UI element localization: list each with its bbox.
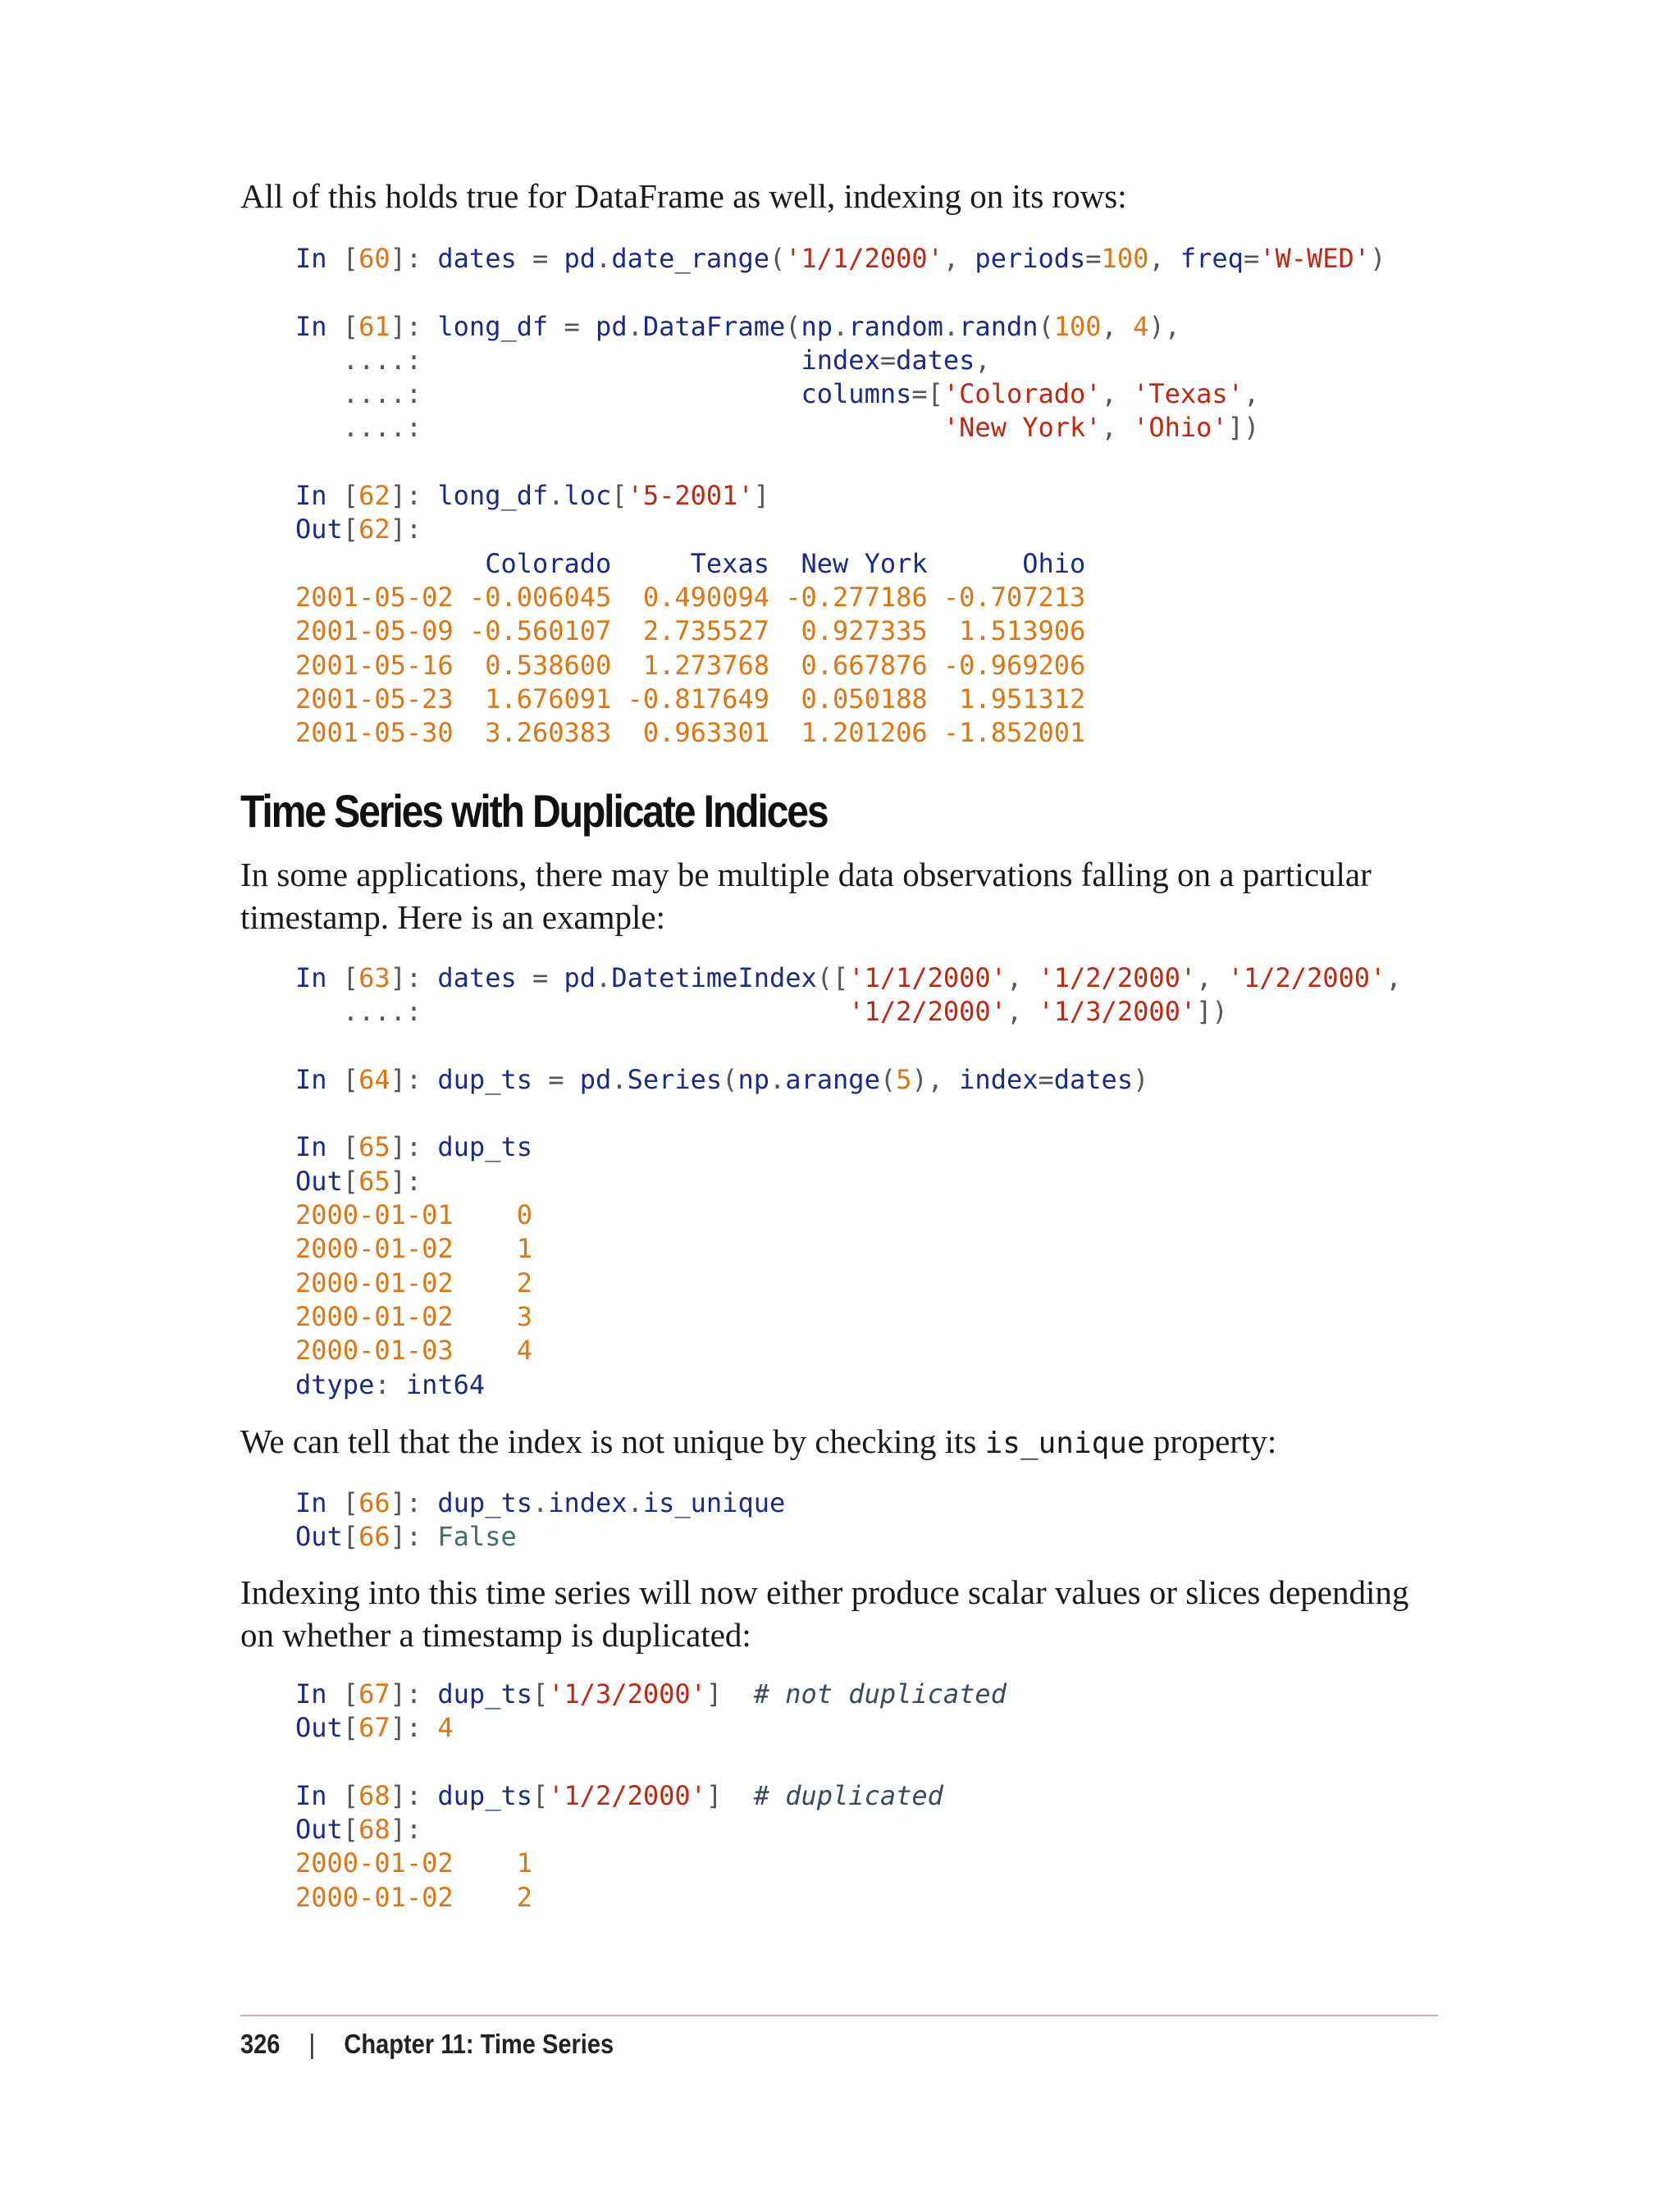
paragraph-is-unique-after: property:	[1153, 1422, 1277, 1460]
paragraph-dataframe-intro: All of this holds true for DataFrame as well, indexing on its rows:	[240, 177, 1127, 215]
footer-divider	[240, 2015, 1438, 2016]
code-block-is-unique: In [66]: dup_ts.index.is_unique Out[66]: False	[295, 1487, 786, 1553]
paragraph-indexing: Indexing into this time series will now either produce scalar values or slices depending on whether a timestamp is duplicated:	[240, 1573, 1409, 1654]
section-heading: Time Series with Duplicate Indices	[240, 785, 828, 837]
page-footer	[240, 2026, 614, 2062]
paragraph-is-unique-before: We can tell that the index is not unique by checking its	[240, 1422, 977, 1460]
page-number: 326	[240, 2029, 281, 2059]
paragraph-duplicate-intro: In some applications, there may be multiple data observations falling on a particular timestamp. Here is an example:	[240, 856, 1372, 936]
paragraph-is-unique	[240, 1420, 1438, 1465]
code-block-duplicate-series: In [63]: dates = pd.DatetimeIndex(['1/1/2000', '1/2/2000', '1/2/2000', ....: '1/2/2000', '1/3/2000']) In [64]: dup_ts = pd.Series(np.arange(5), index=dates) In [65]: dup_ts Out[65]: 2000-01-01 0 2000-01-02 1 2000-01-02 2 2000-01-02 3 2000-01-03 4 dtype: int64	[295, 962, 1402, 1400]
code-block-indexing: In [67]: dup_ts['1/3/2000'] # not duplicated Out[67]: 4 In [68]: dup_ts['1/2/2000'] # duplicated Out[68]: 2000-01-02 1 2000-01-02 2	[295, 1678, 1007, 1913]
inline-code-is-unique: is_unique	[984, 1427, 1145, 1460]
footer-separator: |	[308, 2029, 316, 2059]
code-block-dataframe: In [60]: dates = pd.date_range('1/1/2000', periods=100, freq='W-WED') In [61]: long_df = pd.DataFrame(np.random.randn(100, 4), ....: index=dates, ....: columns=['Colorado', 'Texas', ....: 'New York', 'Ohio']) In [62]: long_df.loc['5-2001'] Out[62]: Colorado Texas New York Ohio 2001-05-02 -0.006045 0.490094 -0.277186 -0.707213 2001-05-09 -0.560107 2.735527 0.927335 1.513906 2001-05-16 0.538600 1.273768 0.667876 -0.969206 2001-05-23 1.676091 -0.817649 0.050188 1.951312 2001-05-30 3.260383 0.963301 1.201206 -1.852001	[295, 243, 1386, 749]
chapter-title: Chapter 11: Time Series	[344, 2029, 614, 2059]
